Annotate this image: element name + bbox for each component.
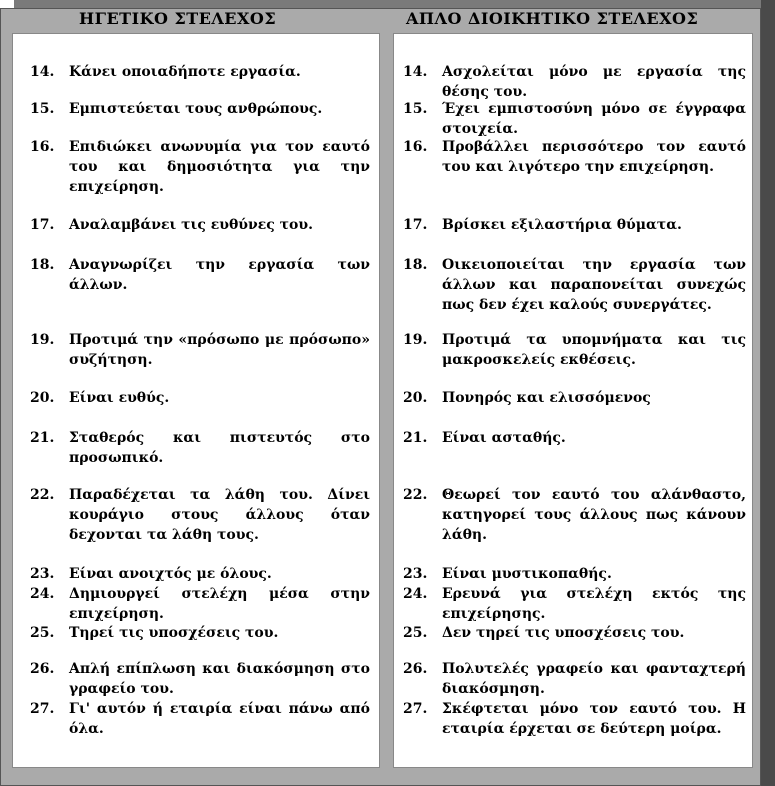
item-number: 22. xyxy=(403,487,428,503)
item-text: Είναι ανοιχτός με όλους. xyxy=(69,566,272,582)
left-item-16 xyxy=(30,137,370,197)
item-number: 24. xyxy=(30,586,55,602)
right-column-header: ΑΠΛΟ ΔΙΟΙΚΗΤΙΚΟ ΣΤΕΛΕΧΟΣ xyxy=(406,9,699,28)
item-text: Απλή επίπλωση και διακόσμηση στο γραφείο του. xyxy=(69,661,370,697)
left-column-header: ΗΓΕΤΙΚΟ ΣΤΕΛΕΧΟΣ xyxy=(79,9,277,28)
item-text: Τηρεί τις υποσχέσεις του. xyxy=(69,625,279,641)
item-number: 17. xyxy=(403,217,428,233)
item-number: 14. xyxy=(30,64,55,80)
item-text: Έχει εμπιστοσύνη μόνο σε έγγραφα στοιχεία. xyxy=(442,101,746,137)
item-text: Πολυτελές γραφείο και φανταχτερή διακόσμηση. xyxy=(442,661,746,697)
item-text: Γι' αυτόν ή εταιρία είναι πάνω από όλα. xyxy=(69,701,370,737)
left-item-21 xyxy=(30,428,370,468)
item-text: Ερευνά για στελέχη εκτός της επιχείρησης. xyxy=(442,586,746,622)
right-item-21 xyxy=(403,428,746,448)
item-text: Είναι ασταθής. xyxy=(442,430,566,446)
item-text: Κάνει οποιαδήποτε εργασία. xyxy=(69,64,301,80)
item-number: 15. xyxy=(30,101,55,117)
right-item-18 xyxy=(403,255,746,315)
right-item-25 xyxy=(403,623,746,643)
item-text: Δημιουργεί στελέχη μέσα στην επιχείρηση. xyxy=(69,586,370,622)
item-text: Αναλαμβάνει τις ευθύνες του. xyxy=(69,217,313,233)
item-number: 19. xyxy=(403,332,428,348)
right-item-22 xyxy=(403,485,746,545)
right-item-24 xyxy=(403,584,746,624)
item-number: 18. xyxy=(30,257,55,273)
item-text: Επιδιώκει ανωνυμία για τον εαυτό του και δημοσιότητα για την επιχείρηση. xyxy=(69,139,370,195)
item-number: 20. xyxy=(30,390,55,406)
right-item-17 xyxy=(403,215,746,235)
item-number: 23. xyxy=(403,566,428,582)
item-text: Σταθερός και πιστευτός στο προσωπικό. xyxy=(69,430,370,466)
item-text: Προτιμά την «πρόσωπο με πρόσωπο» συζήτηση. xyxy=(69,332,370,368)
left-item-24 xyxy=(30,584,370,624)
right-item-14 xyxy=(403,62,746,102)
item-number: 15. xyxy=(403,101,428,117)
right-item-19 xyxy=(403,330,746,370)
item-number: 17. xyxy=(30,217,55,233)
left-item-14 xyxy=(30,62,370,82)
item-number: 23. xyxy=(30,566,55,582)
item-text: Είναι ευθύς. xyxy=(69,390,170,406)
item-text: Εμπιστεύεται τους ανθρώπους. xyxy=(69,101,323,117)
item-number: 16. xyxy=(403,139,428,155)
item-text: Πονηρός και ελισσόμενος xyxy=(442,390,651,406)
item-number: 18. xyxy=(403,257,428,273)
item-number: 19. xyxy=(30,332,55,348)
item-number: 25. xyxy=(30,625,55,641)
item-number: 21. xyxy=(403,430,428,446)
item-number: 14. xyxy=(403,64,428,80)
item-text: Προτιμά τα υπομνήματα και τις μακροσκελείς εκθέσεις. xyxy=(442,332,746,368)
item-text: Προβάλλει περισσότερο τον εαυτό του και λιγότερο την επιχείρηση. xyxy=(442,139,746,175)
item-text: Παραδέχεται τα λάθη του. Δίνει κουράγιο στους άλλους όταν δεχονται τα λάθη τους. xyxy=(69,487,370,543)
item-number: 26. xyxy=(30,661,55,677)
item-number: 27. xyxy=(30,701,55,717)
item-number: 22. xyxy=(30,487,55,503)
right-item-23 xyxy=(403,564,746,584)
item-number: 27. xyxy=(403,701,428,717)
item-text: Δεν τηρεί τις υποσχέσεις του. xyxy=(442,625,685,641)
right-item-15 xyxy=(403,99,746,139)
left-item-23 xyxy=(30,564,370,584)
item-number: 21. xyxy=(30,430,55,446)
item-text: Βρίσκει εξιλαστήρια θύματα. xyxy=(442,217,682,233)
left-item-15 xyxy=(30,99,370,119)
item-number: 20. xyxy=(403,390,428,406)
left-item-26 xyxy=(30,659,370,699)
item-number: 26. xyxy=(403,661,428,677)
left-item-25 xyxy=(30,623,370,643)
right-item-16 xyxy=(403,137,746,177)
left-item-19 xyxy=(30,330,370,370)
board-side-edge xyxy=(761,0,775,786)
item-text: Οικειοποιείται την εργασία των άλλων και παραπονείται συνεχώς πως δεν έχει καλούς συνεργάτες. xyxy=(442,257,746,313)
left-item-17 xyxy=(30,215,370,235)
item-text: Θεωρεί τον εαυτό του αλάνθαστο, κατηγορεί τους άλλους πως κάνουν λάθη. xyxy=(442,487,746,543)
item-number: 25. xyxy=(403,625,428,641)
left-item-18 xyxy=(30,255,370,295)
right-item-27 xyxy=(403,699,746,739)
item-text: Σκέφτεται μόνο τον εαυτό του. Η εταιρία έρχεται σε δεύτερη μοίρα. xyxy=(442,701,746,737)
item-text: Είναι μυστικοπαθής. xyxy=(442,566,612,582)
left-item-22 xyxy=(30,485,370,545)
item-number: 16. xyxy=(30,139,55,155)
left-item-27 xyxy=(30,699,370,739)
left-item-20 xyxy=(30,388,370,408)
item-number: 24. xyxy=(403,586,428,602)
item-text: Ασχολείται μόνο με εργασία της θέσης του. xyxy=(442,64,746,100)
right-item-26 xyxy=(403,659,746,699)
item-text: Αναγνωρίζει την εργασία των άλλων. xyxy=(69,257,370,293)
board-top-edge xyxy=(14,0,775,8)
right-item-20 xyxy=(403,388,746,408)
